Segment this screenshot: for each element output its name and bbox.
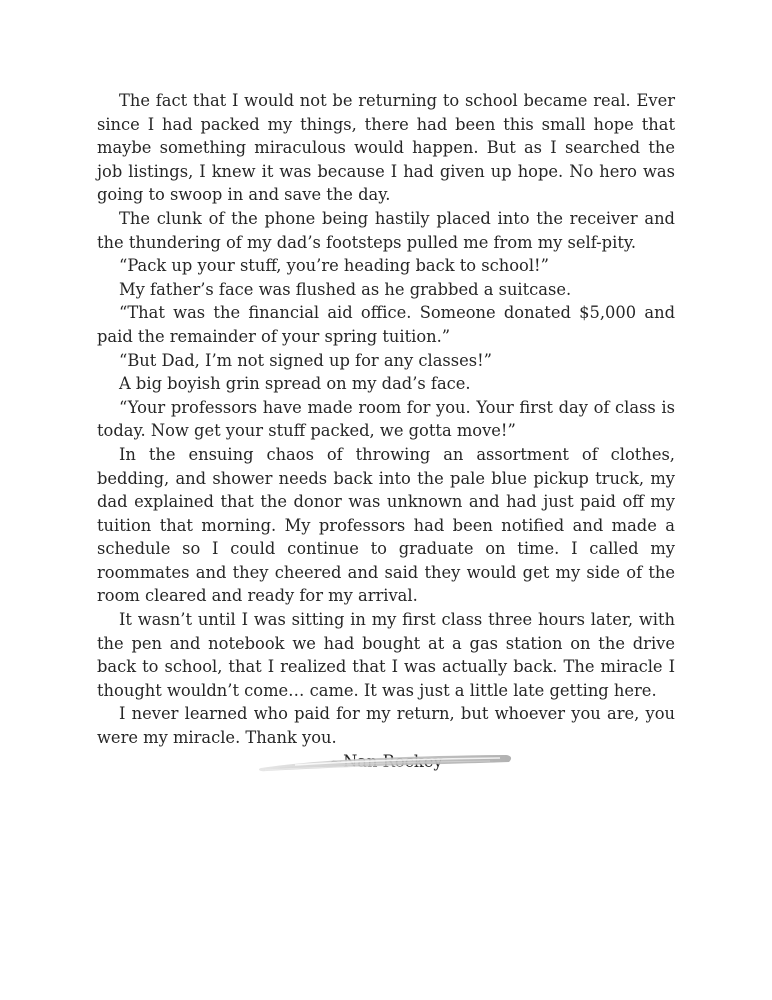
- brush-stroke-divider: [255, 748, 515, 776]
- paragraph: It wasn’t until I was sitting in my first class three hours later, with the pen and notebook we had bought at a gas station on the drive back to school, that I realized that I was actually back. The miracle I thought wouldn’t come… came. It was just a little late getting here.: [97, 610, 675, 700]
- brush-stroke-graphic: [255, 748, 515, 776]
- paragraph: My father’s face was flushed as he grabbed a suitcase.: [119, 279, 572, 299]
- paragraph: I never learned who paid for my return, but whoever you are, you were my miracle. Thank you.: [97, 704, 675, 748]
- paragraph: “Pack up your stuff, you’re heading back to school!”: [119, 256, 549, 276]
- paragraph: “That was the financial aid office. Someone donated $5,000 and paid the remainder of your spring tuition.”: [97, 303, 675, 346]
- paragraph: “But Dad, I’m not signed up for any classes!”: [119, 350, 492, 370]
- paragraph: The clunk of the phone being hastily placed into the receiver and the thundering of my dad’s footsteps pulled me from my self-pity.: [97, 208, 675, 252]
- story-body: [97, 89, 675, 773]
- paragraph: A big boyish grin spread on my dad’s face.: [119, 374, 471, 394]
- paragraph: “Your professors have made room for you. Your first day of class is today. Now get your stuff packed, we gotta move!”: [97, 397, 675, 441]
- paragraph: In the ensuing chaos of throwing an assortment of clothes, bedding, and shower needs back into the pale blue pickup truck, my dad explained that the donor was unknown and had just paid off my tuition that morning. My professors had been notified and made a schedule so I could continue to graduate on time. I called my roommates and they cheered and said they would get my side of the room cleared and ready for my arrival.: [97, 444, 675, 606]
- paragraph: The fact that I would not be returning to school became real. Ever since I had packed my things, there had been this small hope that maybe something miraculous would happen. But as I searched the job listings, I knew it was because I had given up hope. No hero was going to swoop in and save the day.: [97, 91, 675, 205]
